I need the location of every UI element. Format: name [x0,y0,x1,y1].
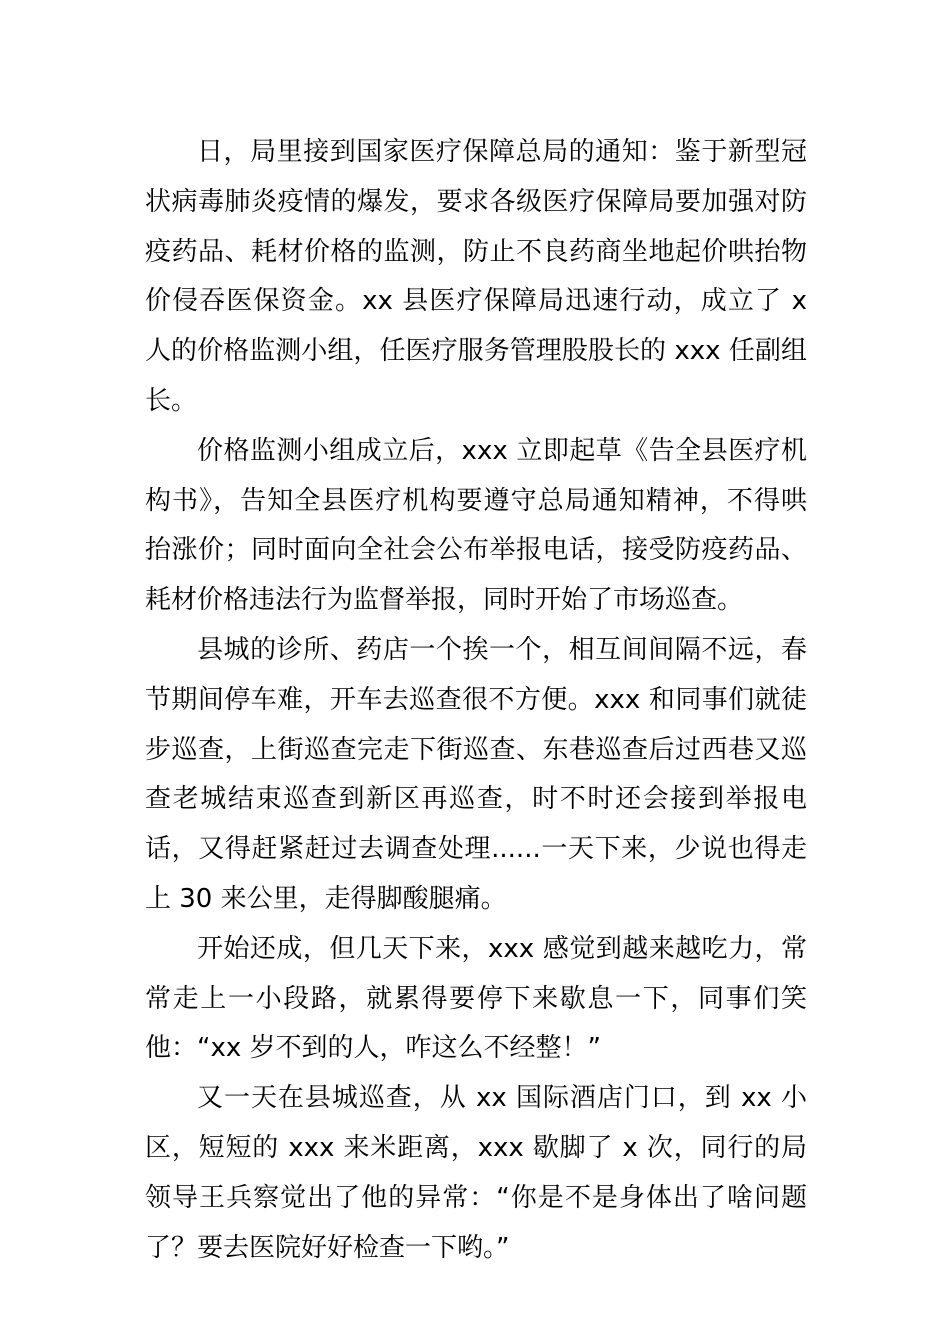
paragraph-4: 开始还成，但几天下来，xxx 感觉到越来越吃力，常常走上一小段路，就累得要停下来歇息一下，同事们笑他：“xx 岁不到的人，咋这么不经整！” [145,933,807,1064]
paragraph-5: 又一天在县城巡查，从 xx 国际酒店门口，到 xx 小区，短短的 xxx 来米距离，xxx 歇脚了 x 次，同行的局领导王兵察觉出了他的异常：“你是不是身体出了啥问题了？要去医院好好检查一下哟。” [145,1083,807,1263]
paragraph-3: 县城的诊所、药店一个挨一个，相互间间隔不远，春节期间停车难，开车去巡查很不方便。xxx 和同事们就徒步巡查，上街巡查完走下街巡查、东巷巡查后过西巷又巡查老城结束巡查到新区再巡查，时不时还会接到举报电话，又得赶紧赶过去调查处理......一天下来，少说也得走上 30 来公里，走得脚酸腿痛。 [145,634,807,914]
paragraph-2: 价格监测小组成立后，xxx 立即起草《告全县医疗机构书》，告知全县医疗机构要遵守总局通知精神，不得哄抬涨价；同时面向全社会公布举报电话，接受防疫药品、耗材价格违法行为监督举报，同时开始了市场巡查。 [145,435,807,616]
paragraph-1: 日，局里接到国家医疗保障总局的通知：鉴于新型冠状病毒肺炎疫情的爆发，要求各级医疗保障局要加强对防疫药品、耗材价格的监测，防止不良药商坐地起价哄抬物价侵吞医保资金。xx 县医疗保障局迅速行动，成立了 x 人的价格监测小组，任医疗服务管理股股长的 xxx 任副组长。 [145,137,807,416]
document-body [145,128,807,1273]
